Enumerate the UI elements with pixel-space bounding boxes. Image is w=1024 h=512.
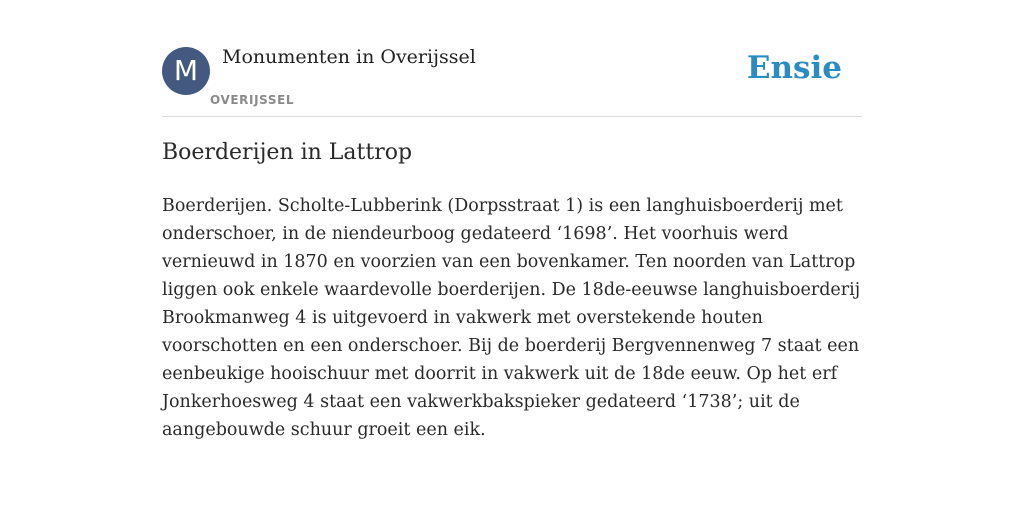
- article-body: Boerderijen. Scholte-Lubberink (Dorpsstraat 1) is een langhuisboerderij met onderschoer, in de niendeurboog gedateerd ‘1698’. Het voorhuis werd vernieuwd in 1870 en voorzien van een bovenkamer. Ten noorden van Lattrop liggen ook enkele waardevolle boerderijen. De 18de-eeuwse langhuisboerderij Brookmanweg 4 is uitgevoerd in vakwerk met overstekende houten voorschotten en een onderschoer. Bij de boerderij Bergvennenweg 7 staat een eenbeukige hooischuur met doorrit in vakwerk uit de 18de eeuw. Op het erf Jonkerhoesweg 4 staat een vakwerkbakspieker gedateerd ‘1738’; uit de aangebouwde schuur groeit een eik.: [162, 196, 861, 440]
- source-subtitle[interactable]: OVERIJSSEL: [210, 93, 295, 107]
- article-title: Boerderijen in Lattrop: [162, 140, 413, 165]
- source-title[interactable]: Monumenten in Overijssel: [222, 46, 476, 68]
- ensie-logo[interactable]: Ensie: [746, 50, 842, 86]
- avatar[interactable]: M: [162, 47, 210, 95]
- card-header: [162, 0, 862, 117]
- article-card: [162, 0, 862, 512]
